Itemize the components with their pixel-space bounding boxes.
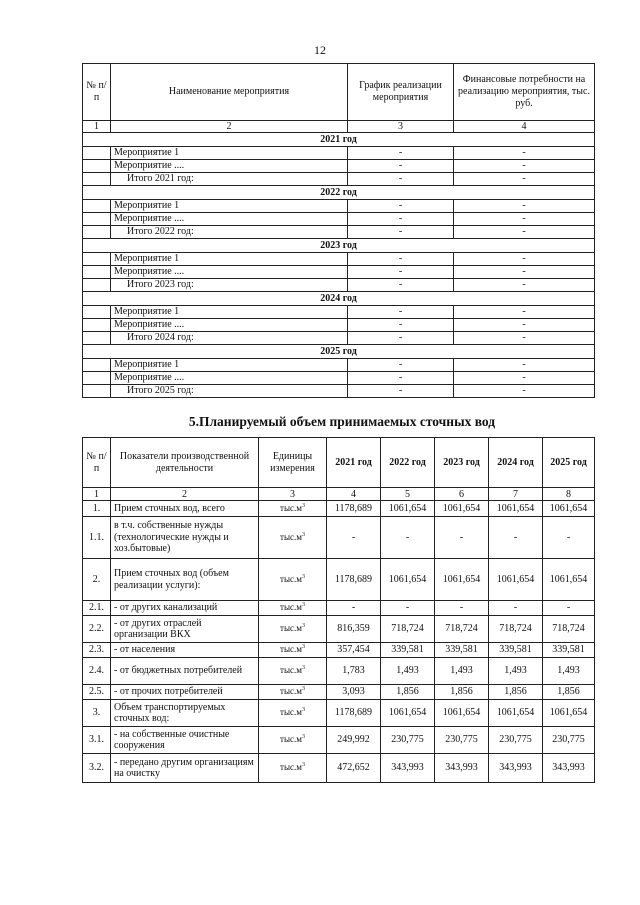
indicator-name: - от других отраслей организации ВКХ bbox=[111, 616, 259, 643]
schedule-value: - bbox=[348, 226, 454, 239]
year-value: 1,783 bbox=[327, 658, 381, 685]
unit-cell bbox=[259, 685, 327, 700]
year-value: - bbox=[489, 601, 543, 616]
page-number: 12 bbox=[314, 43, 326, 57]
row-number: 2. bbox=[83, 559, 111, 601]
table-row bbox=[83, 319, 595, 332]
unit-superscript: 3 bbox=[301, 707, 305, 714]
schedule-value: - bbox=[348, 160, 454, 173]
financial-value: - bbox=[454, 332, 595, 345]
unit-label: тыс.м bbox=[280, 502, 302, 513]
header-year: 2025 год bbox=[543, 438, 595, 488]
financial-value: - bbox=[454, 279, 595, 292]
unit-superscript: 3 bbox=[301, 686, 305, 693]
header-event-name: Наименование мероприятия bbox=[111, 64, 348, 121]
row-number: 2.1. bbox=[83, 601, 111, 616]
row-number bbox=[83, 359, 111, 372]
year-label: 2023 год bbox=[83, 239, 595, 253]
year-value: 249,992 bbox=[327, 727, 381, 754]
column-number: 3 bbox=[348, 121, 454, 133]
unit-label: тыс.м bbox=[280, 644, 302, 655]
table-row bbox=[83, 643, 595, 658]
schedule-value: - bbox=[348, 306, 454, 319]
year-value: 1,493 bbox=[489, 658, 543, 685]
unit-superscript: 3 bbox=[301, 644, 305, 651]
unit-label: тыс.м bbox=[280, 531, 302, 542]
table-row bbox=[83, 332, 595, 345]
event-name: Мероприятие 1 bbox=[111, 253, 348, 266]
column-number-row bbox=[83, 121, 595, 133]
year-value: 472,652 bbox=[327, 754, 381, 783]
indicator-name: - от бюджетных потребителей bbox=[111, 658, 259, 685]
row-number bbox=[83, 226, 111, 239]
column-number-row bbox=[83, 488, 595, 501]
column-number: 4 bbox=[454, 121, 595, 133]
financial-value: - bbox=[454, 385, 595, 398]
year-value: 718,724 bbox=[381, 616, 435, 643]
unit-superscript: 3 bbox=[301, 623, 305, 630]
indicator-name: - от других канализаций bbox=[111, 601, 259, 616]
year-value: - bbox=[543, 601, 595, 616]
table-row bbox=[83, 213, 595, 226]
year-value: - bbox=[543, 517, 595, 559]
year-value: 230,775 bbox=[435, 727, 489, 754]
year-value: - bbox=[381, 517, 435, 559]
year-value: 1,856 bbox=[489, 685, 543, 700]
unit-label: тыс.м bbox=[280, 686, 302, 697]
header-year: 2024 год bbox=[489, 438, 543, 488]
financial-value: - bbox=[454, 226, 595, 239]
event-name: Мероприятие .... bbox=[111, 372, 348, 385]
row-number: 2.5. bbox=[83, 685, 111, 700]
header-unit: Единицы измерения bbox=[259, 438, 327, 488]
event-name: Итого 2022 год: bbox=[111, 226, 348, 239]
year-value: - bbox=[327, 601, 381, 616]
header-indicator: Показатели производственной деятельности bbox=[111, 438, 259, 488]
year-value: 718,724 bbox=[435, 616, 489, 643]
header-year: 2021 год bbox=[327, 438, 381, 488]
row-number: 2.3. bbox=[83, 643, 111, 658]
row-number bbox=[83, 173, 111, 186]
year-value: 230,775 bbox=[543, 727, 595, 754]
year-row bbox=[83, 186, 595, 200]
unit-label: тыс.м bbox=[280, 762, 302, 773]
row-number: 2.2. bbox=[83, 616, 111, 643]
year-label: 2021 год bbox=[83, 133, 595, 147]
year-value: 339,581 bbox=[435, 643, 489, 658]
year-value: 230,775 bbox=[489, 727, 543, 754]
schedule-value: - bbox=[348, 332, 454, 345]
unit-cell bbox=[259, 517, 327, 559]
unit-cell bbox=[259, 616, 327, 643]
year-value: 1,856 bbox=[435, 685, 489, 700]
year-value: 1178,689 bbox=[327, 559, 381, 601]
row-number bbox=[83, 213, 111, 226]
year-value: 718,724 bbox=[489, 616, 543, 643]
table-row bbox=[83, 559, 595, 601]
unit-label: тыс.м bbox=[280, 573, 302, 584]
table-row bbox=[83, 754, 595, 783]
table-row bbox=[83, 385, 595, 398]
year-value: 1061,654 bbox=[381, 700, 435, 727]
event-name: Мероприятие 1 bbox=[111, 147, 348, 160]
row-number: 1.1. bbox=[83, 517, 111, 559]
year-value: 1061,654 bbox=[435, 501, 489, 517]
financial-value: - bbox=[454, 319, 595, 332]
year-value: 230,775 bbox=[381, 727, 435, 754]
row-number bbox=[83, 385, 111, 398]
year-value: 1061,654 bbox=[435, 559, 489, 601]
header-year: 2023 год bbox=[435, 438, 489, 488]
year-value: 1061,654 bbox=[489, 501, 543, 517]
unit-superscript: 3 bbox=[301, 573, 305, 580]
indicator-name: - передано другим организациям на очистку bbox=[111, 754, 259, 783]
schedule-value: - bbox=[348, 213, 454, 226]
row-number: 3. bbox=[83, 700, 111, 727]
table-row bbox=[83, 253, 595, 266]
header-schedule: График реализации мероприятия bbox=[348, 64, 454, 121]
event-name: Мероприятие .... bbox=[111, 266, 348, 279]
unit-label: тыс.м bbox=[280, 623, 302, 634]
row-number: 3.1. bbox=[83, 727, 111, 754]
column-number: 2 bbox=[111, 121, 348, 133]
table-row bbox=[83, 359, 595, 372]
table-row bbox=[83, 517, 595, 559]
year-label: 2024 год bbox=[83, 292, 595, 306]
year-value: - bbox=[327, 517, 381, 559]
event-name: Итого 2024 год: bbox=[111, 332, 348, 345]
year-value: - bbox=[381, 601, 435, 616]
table-row bbox=[83, 372, 595, 385]
event-name: Мероприятие 1 bbox=[111, 200, 348, 213]
table-row bbox=[83, 279, 595, 292]
table-header-row bbox=[83, 64, 595, 121]
year-value: 1061,654 bbox=[435, 700, 489, 727]
year-value: 1061,654 bbox=[489, 700, 543, 727]
schedule-value: - bbox=[348, 200, 454, 213]
column-number: 4 bbox=[327, 488, 381, 501]
year-value: 1061,654 bbox=[543, 559, 595, 601]
schedule-value: - bbox=[348, 359, 454, 372]
column-number: 3 bbox=[259, 488, 327, 501]
year-value: 1061,654 bbox=[381, 559, 435, 601]
unit-cell bbox=[259, 700, 327, 727]
unit-cell bbox=[259, 601, 327, 616]
column-number: 6 bbox=[435, 488, 489, 501]
row-number: 2.4. bbox=[83, 658, 111, 685]
year-value: - bbox=[435, 601, 489, 616]
year-value: 1,493 bbox=[381, 658, 435, 685]
year-value: 1,493 bbox=[435, 658, 489, 685]
header-year: 2022 год bbox=[381, 438, 435, 488]
row-number: 1. bbox=[83, 501, 111, 517]
year-row bbox=[83, 292, 595, 306]
indicator-name: - от населения bbox=[111, 643, 259, 658]
financial-value: - bbox=[454, 200, 595, 213]
row-number bbox=[83, 332, 111, 345]
year-value: 343,993 bbox=[489, 754, 543, 783]
indicator-name: Прием сточных вод (объем реализации услуги): bbox=[111, 559, 259, 601]
year-value: 1061,654 bbox=[489, 559, 543, 601]
financial-value: - bbox=[454, 147, 595, 160]
year-value: 1061,654 bbox=[381, 501, 435, 517]
unit-cell bbox=[259, 658, 327, 685]
row-number bbox=[83, 279, 111, 292]
indicator-name: Прием сточных вод, всего bbox=[111, 501, 259, 517]
year-value: - bbox=[489, 517, 543, 559]
unit-cell bbox=[259, 727, 327, 754]
year-value: - bbox=[435, 517, 489, 559]
year-value: 339,581 bbox=[543, 643, 595, 658]
schedule-value: - bbox=[348, 266, 454, 279]
financial-value: - bbox=[454, 173, 595, 186]
table-row bbox=[83, 173, 595, 186]
table-row bbox=[83, 685, 595, 700]
schedule-value: - bbox=[348, 319, 454, 332]
event-name: Мероприятие .... bbox=[111, 160, 348, 173]
column-number: 7 bbox=[489, 488, 543, 501]
events-schedule-table bbox=[82, 63, 595, 398]
table-row bbox=[83, 700, 595, 727]
financial-value: - bbox=[454, 372, 595, 385]
unit-label: тыс.м bbox=[280, 734, 302, 745]
year-value: 343,993 bbox=[381, 754, 435, 783]
unit-superscript: 3 bbox=[301, 734, 305, 741]
schedule-value: - bbox=[348, 279, 454, 292]
row-number bbox=[83, 200, 111, 213]
year-value: 718,724 bbox=[543, 616, 595, 643]
table-row bbox=[83, 147, 595, 160]
year-value: 343,993 bbox=[543, 754, 595, 783]
year-value: 357,454 bbox=[327, 643, 381, 658]
row-number bbox=[83, 306, 111, 319]
event-name: Итого 2023 год: bbox=[111, 279, 348, 292]
indicator-name: Объем транспортируемых сточных вод: bbox=[111, 700, 259, 727]
event-name: Итого 2025 год: bbox=[111, 385, 348, 398]
year-value: 1,493 bbox=[543, 658, 595, 685]
unit-superscript: 3 bbox=[301, 762, 305, 769]
year-value: 1061,654 bbox=[543, 501, 595, 517]
table-row bbox=[83, 160, 595, 173]
year-value: 339,581 bbox=[489, 643, 543, 658]
table-row bbox=[83, 306, 595, 319]
event-name: Мероприятие 1 bbox=[111, 306, 348, 319]
wastewater-volume-table bbox=[82, 437, 595, 783]
year-label: 2025 год bbox=[83, 345, 595, 359]
year-row bbox=[83, 133, 595, 147]
year-value: 1178,689 bbox=[327, 700, 381, 727]
unit-cell bbox=[259, 501, 327, 517]
unit-cell bbox=[259, 559, 327, 601]
unit-superscript: 3 bbox=[301, 502, 305, 509]
column-number: 2 bbox=[111, 488, 259, 501]
row-number bbox=[83, 147, 111, 160]
unit-superscript: 3 bbox=[301, 531, 305, 538]
year-value: 1,856 bbox=[543, 685, 595, 700]
financial-value: - bbox=[454, 253, 595, 266]
table-row bbox=[83, 501, 595, 517]
indicator-name: - на собственные очистные сооружения bbox=[111, 727, 259, 754]
unit-label: тыс.м bbox=[280, 665, 302, 676]
unit-cell bbox=[259, 754, 327, 783]
column-number: 1 bbox=[83, 121, 111, 133]
financial-value: - bbox=[454, 359, 595, 372]
financial-value: - bbox=[454, 160, 595, 173]
year-value: 3,093 bbox=[327, 685, 381, 700]
table-row bbox=[83, 226, 595, 239]
row-number bbox=[83, 253, 111, 266]
unit-superscript: 3 bbox=[301, 602, 305, 609]
year-value: 1,856 bbox=[381, 685, 435, 700]
year-value: 1061,654 bbox=[543, 700, 595, 727]
column-number: 8 bbox=[543, 488, 595, 501]
year-value: 339,581 bbox=[381, 643, 435, 658]
year-row bbox=[83, 345, 595, 359]
unit-cell bbox=[259, 643, 327, 658]
row-number bbox=[83, 319, 111, 332]
year-label: 2022 год bbox=[83, 186, 595, 200]
row-number bbox=[83, 160, 111, 173]
section-title: 5.Планируемый объем принимаемых сточных вод bbox=[188, 414, 496, 429]
year-value: 816,359 bbox=[327, 616, 381, 643]
year-value: 1178,689 bbox=[327, 501, 381, 517]
table-row bbox=[83, 727, 595, 754]
table-header-row bbox=[83, 438, 595, 488]
header-financial-needs: Финансовые потребности на реализацию мероприятия, тыс. руб. bbox=[454, 64, 595, 121]
table-row bbox=[83, 658, 595, 685]
schedule-value: - bbox=[348, 253, 454, 266]
header-number: № п/п bbox=[83, 438, 111, 488]
unit-label: тыс.м bbox=[280, 707, 302, 718]
table-row bbox=[83, 601, 595, 616]
indicator-name: в т.ч. собственные нужды (технологические нужды и хоз.бытовые) bbox=[111, 517, 259, 559]
row-number bbox=[83, 266, 111, 279]
event-name: Мероприятие .... bbox=[111, 213, 348, 226]
year-row bbox=[83, 239, 595, 253]
event-name: Мероприятие 1 bbox=[111, 359, 348, 372]
indicator-name: - от прочих потребителей bbox=[111, 685, 259, 700]
event-name: Итого 2021 год: bbox=[111, 173, 348, 186]
table-row bbox=[83, 616, 595, 643]
financial-value: - bbox=[454, 306, 595, 319]
schedule-value: - bbox=[348, 385, 454, 398]
column-number: 5 bbox=[381, 488, 435, 501]
schedule-value: - bbox=[348, 147, 454, 160]
table-row bbox=[83, 266, 595, 279]
unit-label: тыс.м bbox=[280, 602, 302, 613]
row-number bbox=[83, 372, 111, 385]
financial-value: - bbox=[454, 266, 595, 279]
event-name: Мероприятие .... bbox=[111, 319, 348, 332]
unit-superscript: 3 bbox=[301, 665, 305, 672]
year-value: 343,993 bbox=[435, 754, 489, 783]
schedule-value: - bbox=[348, 173, 454, 186]
table-row bbox=[83, 200, 595, 213]
header-number: № п/п bbox=[83, 64, 111, 121]
row-number: 3.2. bbox=[83, 754, 111, 783]
schedule-value: - bbox=[348, 372, 454, 385]
column-number: 1 bbox=[83, 488, 111, 501]
financial-value: - bbox=[454, 213, 595, 226]
